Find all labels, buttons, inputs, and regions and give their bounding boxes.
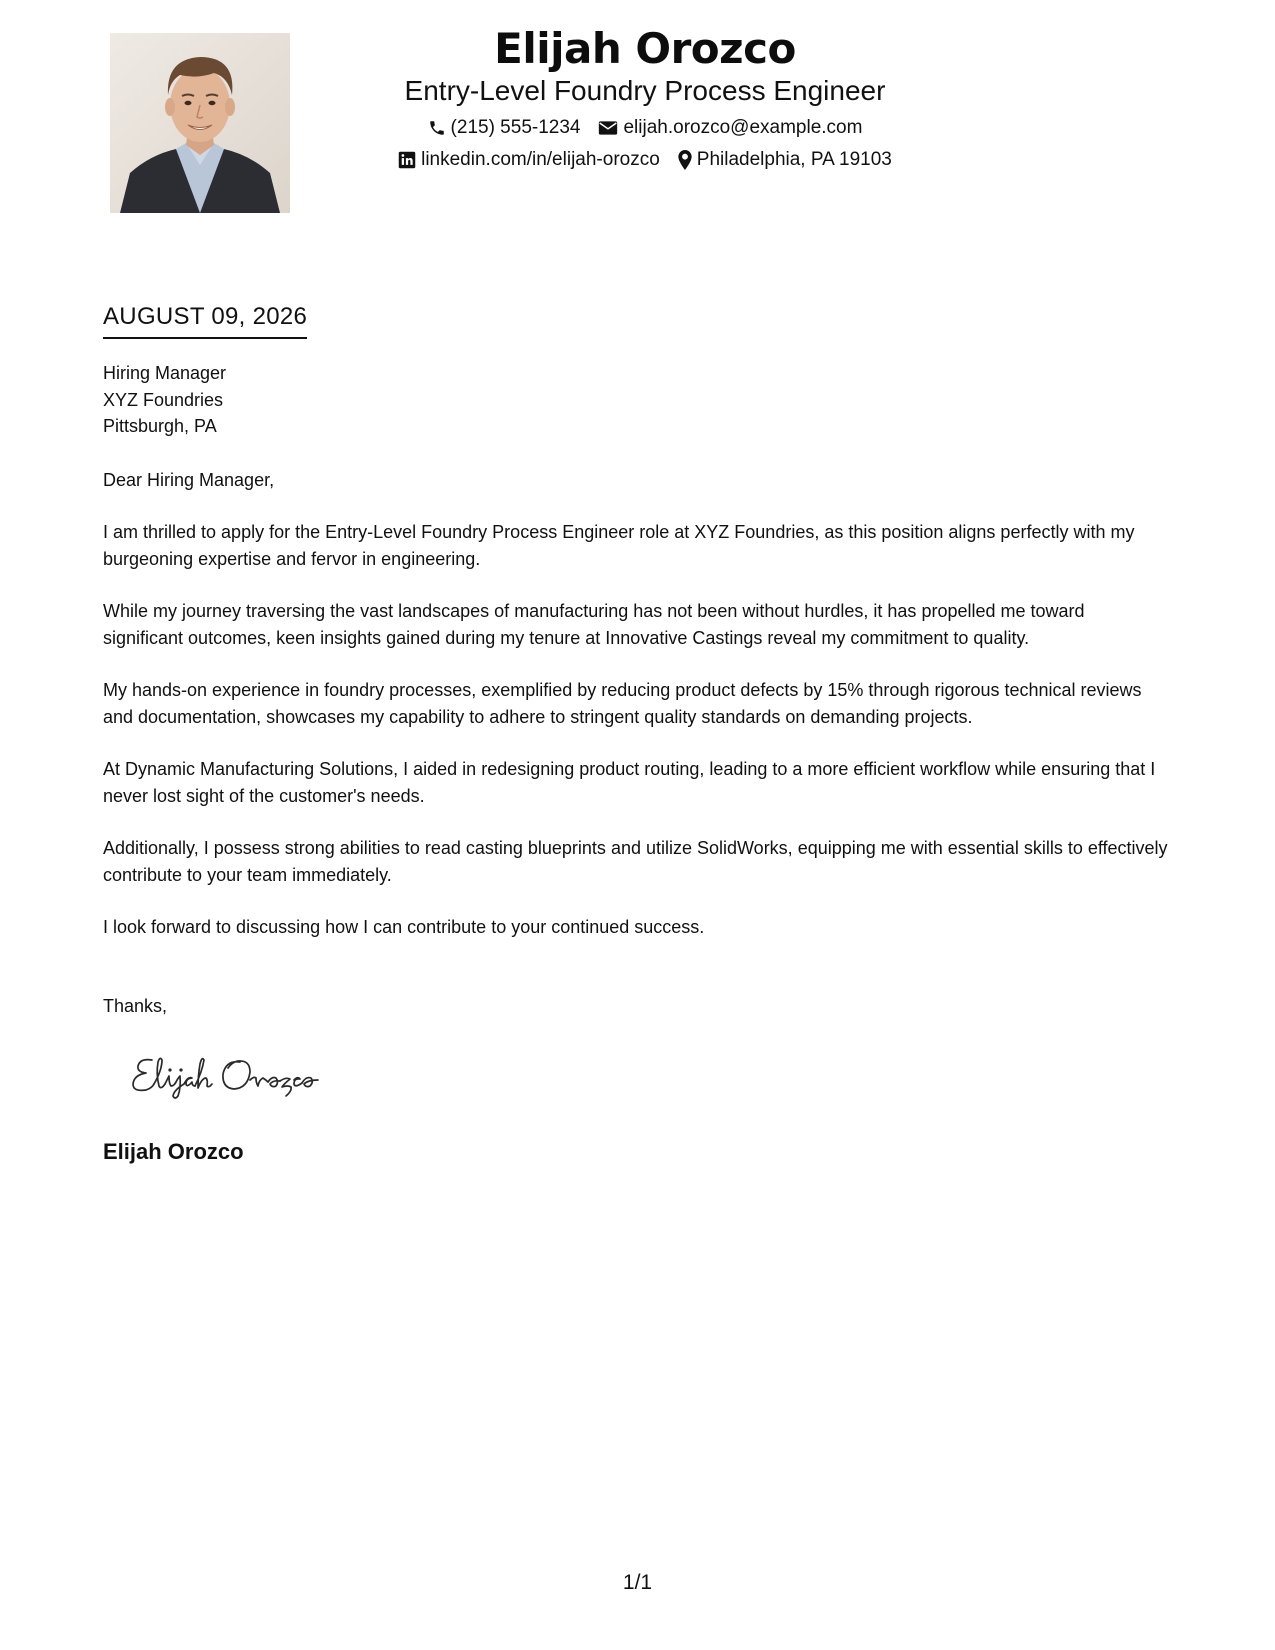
paragraph: At Dynamic Manufacturing Solutions, I aided in redesigning product routing, leading to a more efficient workflow while ensuring that I never lost sight of the customer's needs. (103, 759, 1156, 806)
linkedin-text[interactable]: linkedin.com/in/elijah-orozco (421, 149, 660, 170)
paragraph: Additionally, I possess strong abilities to read casting blueprints and utilize SolidWorks, equipping me with essential skills to effectively contribute to your team immediately. (103, 838, 1168, 885)
envelope-icon (598, 120, 618, 136)
profile-photo (110, 33, 290, 213)
linkedin-icon (398, 151, 416, 169)
contact-linkedin[interactable] (398, 148, 660, 172)
letter-body (103, 360, 1168, 1019)
location-text: Philadelphia, PA 19103 (696, 149, 892, 170)
salutation: Dear Hiring Manager, (103, 469, 275, 490)
recipient-title: Hiring Manager (103, 363, 227, 383)
paragraph: I look forward to discussing how I can contribute to your continued success. (103, 917, 705, 937)
contact-phone (428, 116, 581, 140)
signed-name: Elijah Orozco (103, 1139, 244, 1164)
recipient-company: XYZ Foundries (103, 389, 224, 410)
applicant-name: Elijah Orozco (494, 24, 796, 73)
recipient-location: Pittsburgh, PA (103, 416, 217, 436)
paragraph: I am thrilled to apply for the Entry-Level Foundry Process Engineer role at XYZ Foundries, as this position aligns perfectly with my burgeoning expertise and fervor in engineering. (103, 522, 1135, 569)
letter-date: AUGUST 09, 2026 (103, 302, 307, 339)
contact-row-1 (300, 116, 990, 140)
contact-email[interactable] (598, 116, 862, 140)
map-pin-icon (678, 150, 692, 170)
page-number: 1/1 (622, 1571, 653, 1594)
paragraph: While my journey traversing the vast landscapes of manufacturing has not been without hurdles, it has propelled me toward significant outcomes, keen insights gained during my tenure at Innovative Castings reveal my commitment to quality. (103, 601, 1085, 648)
contact-row-2 (300, 148, 990, 172)
paragraph: My hands-on experience in foundry processes, exemplified by reducing product defects by 15% through rigorous technical reviews and documentation, showcases my capability to adhere to stringent quality standards on demanding projects. (103, 680, 1142, 727)
job-title: Entry-Level Foundry Process Engineer (404, 75, 886, 106)
contact-location (678, 148, 892, 172)
phone-text: (215) 555-1234 (450, 117, 581, 138)
handwritten-signature (128, 1050, 338, 1107)
recipient-block (103, 360, 1168, 440)
closing: Thanks, (103, 995, 168, 1016)
phone-icon (428, 119, 446, 137)
letter-header (300, 22, 990, 172)
email-text[interactable]: elijah.orozco@example.com (623, 117, 863, 138)
